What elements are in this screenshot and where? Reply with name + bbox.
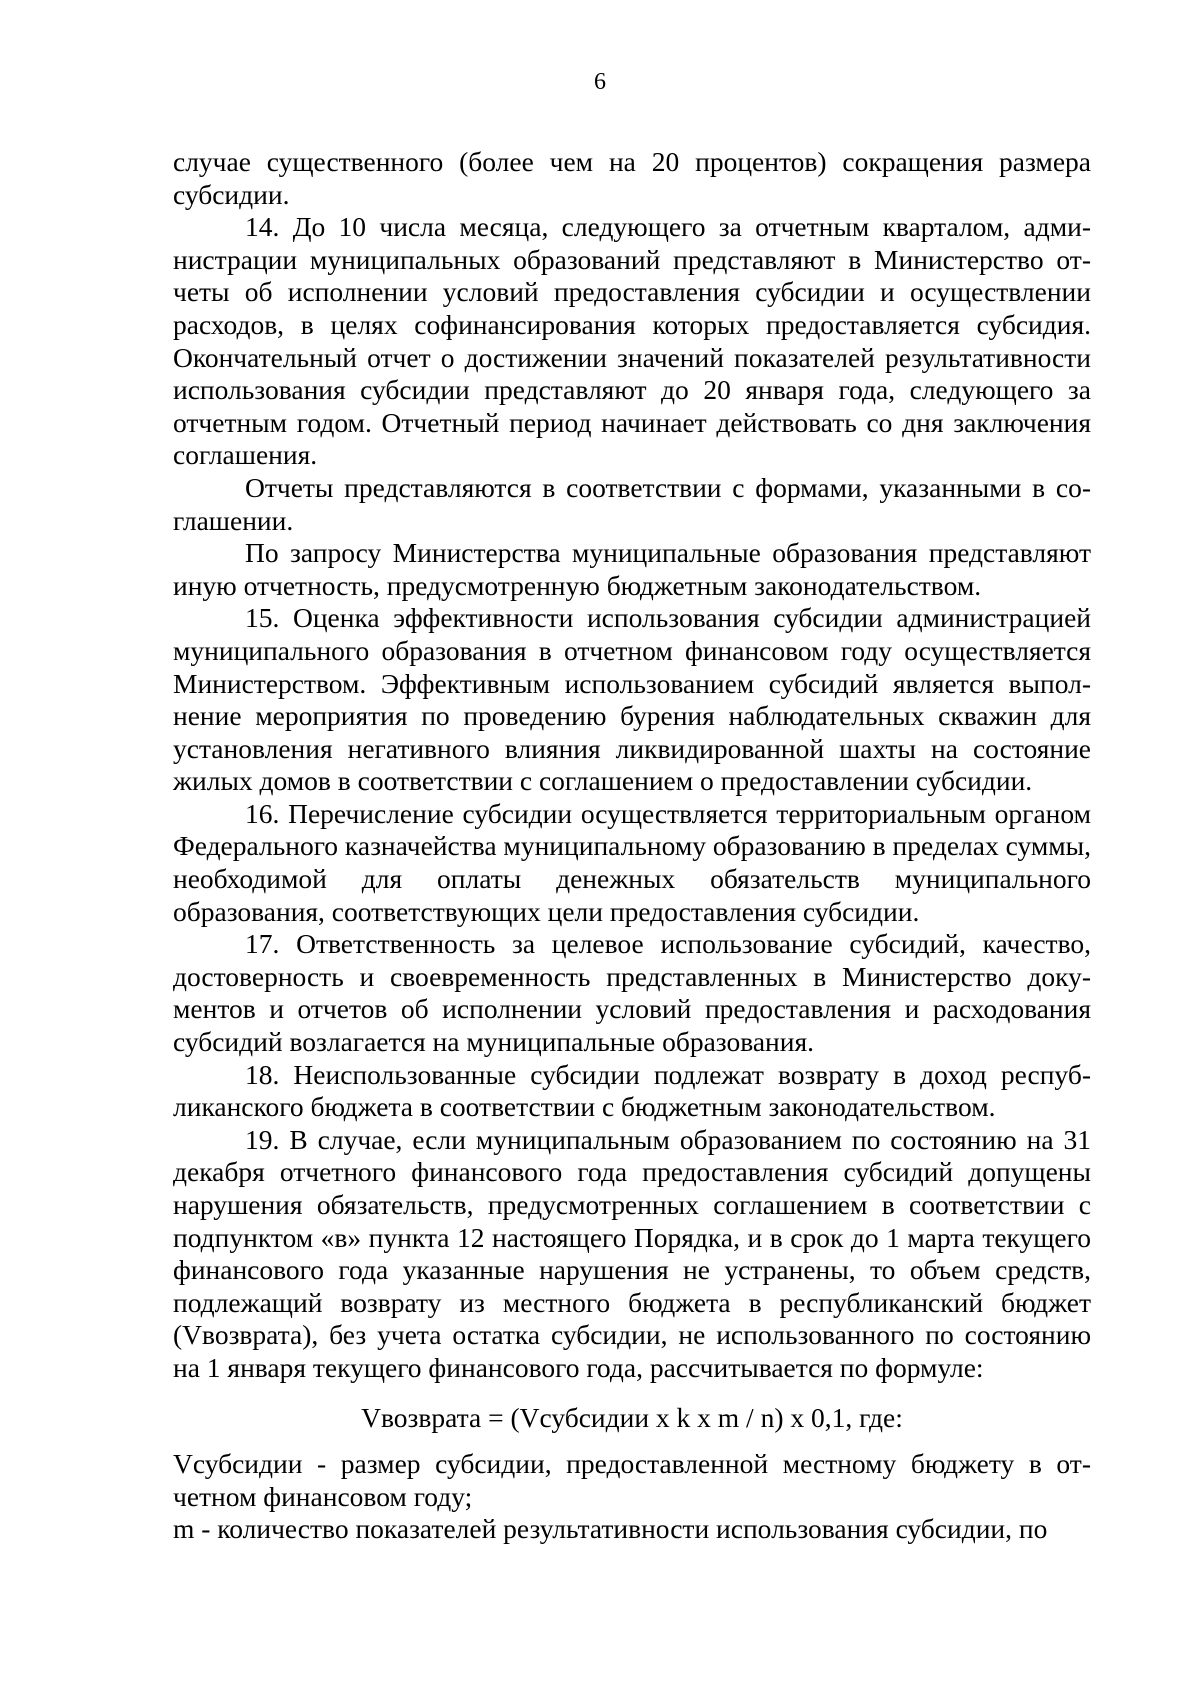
page-number: 6	[594, 69, 606, 95]
formula: Vвозврата = (Vсубсидии x k x m / n) x 0,1, где:	[361, 1401, 903, 1433]
paragraph-item-16: 16. Перечисление субсидии осуществляется территориальным органом Федерального казначейства муниципальному образованию в пределах суммы, необходимой для оплаты денежных обязательств муниципального образования, соответствующих цели предоставления субсидии.	[173, 797, 1091, 927]
paragraph-reports-forms: Отчеты представляются в соответствии с формами, указанными в соглашении.	[173, 471, 1091, 536]
paragraph-ministry-request: По запросу Министерства муниципальные образования представляют иную отчетность, предусмотренную бюджетным законодательством.	[173, 537, 1091, 601]
paragraph-item-17: 17. Ответственность за целевое использование субсидий, качество, достоверность и своевременность представленных в Министерство документов и отчетов об исполнении условий предоставления и расходования субсидий возлагается на муниципальные образования.	[173, 928, 1091, 1058]
document-body	[173, 146, 1091, 1546]
paragraph-item-18: 18. Неиспользованные субсидии подлежат возврату в доход республиканского бюджета в соответствии с бюджетным законодательством.	[173, 1058, 1091, 1123]
paragraph-item-19: 19. В случае, если муниципальным образованием по состоянию на 31 декабря отчетного финансового года предоставления субсидий допущены нарушения обязательств, предусмотренных соглашением в соответствии с подпунктом «в» пункта 12 настоящего Порядка, и в срок до 1 марта текущего финансового года указанные нарушения не устранены, то объем средств, подлежащий возврату из местного бюджета в республиканский бюджет (Vвозврата), без учета остатка субсидии, не использованного по состоянию на 1 января текущего финансового года, рассчитывается по формуле:	[173, 1123, 1091, 1383]
paragraph-continuation: случае существенного (более чем на 20 процентов) сокращения размера субсидии.	[173, 146, 1091, 210]
paragraph-item-14: 14. До 10 числа месяца, следующего за отчетным кварталом, администрации муниципальных образований представляют в Министерство отчеты об исполнении условий предоставления субсидии и осуществлении расходов, в целях софинансирования которых предоставляется субсидия. Окончательный отчет о достижении значений показателей результативности использования субсидии представляют до 20 января года, следующего за отчетным годом. Отчетный период начинает действовать со дня заключения соглашения.	[173, 211, 1091, 471]
paragraph-item-15: 15. Оценка эффективности использования субсидии администрацией муниципального образования в отчетном финансовом году осуществляется Министерством. Эффективным использованием субсидий является выполнение мероприятия по проведению бурения наблюдательных скважин для установления негативного влияния ликвидированной шахты на состояние жилых домов в соответствии с соглашением о предоставлении субсидии.	[173, 602, 1091, 797]
definition-v-subsidy: Vсубсидии - размер субсидии, предоставленной местному бюджету в отчетном финансовом году;	[173, 1448, 1091, 1512]
definition-m: m - количество показателей результативности использования субсидии, по	[173, 1513, 1048, 1545]
